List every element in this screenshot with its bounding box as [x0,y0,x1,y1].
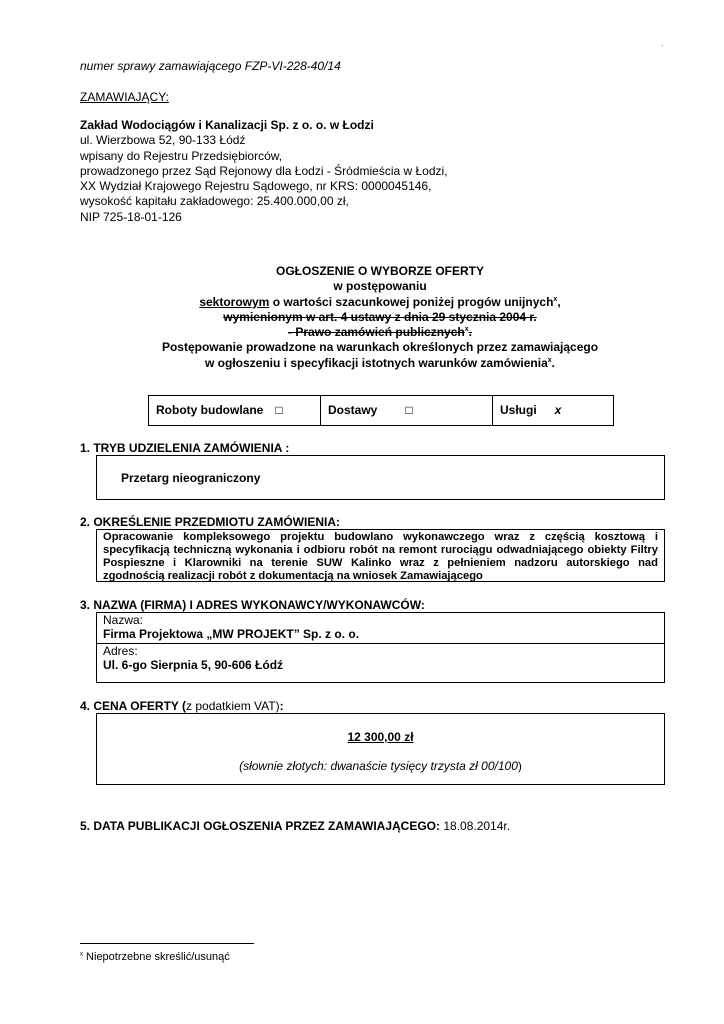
ordering-party-label: ZAMAWIAJĄCY: [80,90,169,104]
contractor-address-label: Adres: [103,644,138,658]
checkbox-x-icon: x [554,403,562,417]
title-line-7: w ogłoszeniu i specyfikacji istotnych warunków zamówienia$^x$. [205,355,555,370]
section-4-heading-normal: z podatkiem VAT) [186,699,280,713]
checkbox-empty-icon: □ [405,403,413,417]
order-type-supplies[interactable] [321,396,493,426]
contractor-box [96,612,665,683]
title-line-6: Postępowanie prowadzone na warunkach określonych przez zamawiającego [161,340,599,355]
title-line-2: w postępowaniu [333,279,427,294]
order-type-works[interactable] [149,396,321,426]
procedure-value: Przetarg nieograniczony [121,471,261,485]
subject-box: Opracowanie kompleksowego projektu budowlano wykonawczego wraz z częścią kosztową i specyfikacją techniczną wykonania i odbioru robót na remont rurociągu odwadniającego obiekty Filtry Pospieszne i Klarowniki na terenie SUW Kalinko wraz z pełnieniem nadzoru autorskiego nad zgodnością realizacji robót z dokumentacją na wniosek Zamawiającego [96,529,665,582]
order-type-services[interactable] [493,396,614,426]
address-line: wysokość kapitału zakładowego: 25.400.000,00 zł, [80,194,349,209]
title-line-3: sektorowym o wartości szacunkowej poniżej progów unijnych$^x$, [199,294,561,309]
contractor-name-value: Firma Projektowa „MW PROJEKT” Sp. z o. o. [103,627,360,641]
section-1-heading: 1. TRYB UDZIELENIA ZAMÓWIENIA : [80,441,290,455]
order-type-label: Usługi [500,403,537,417]
section-5-heading [80,819,510,834]
footnote-divider [80,943,254,944]
footnote-text: Niepotrzebne skreślić/usunąć [83,951,230,963]
footnote [80,950,230,965]
address-line: ul. Wierzbowa 52, 90-133 Łódź [80,133,246,148]
checkbox-empty-icon: □ [275,403,283,417]
section-2-heading: 2. OKREŚLENIE PRZEDMIOTU ZAMÓWIENIA: [80,515,341,529]
footnote-mark: x [464,326,469,334]
case-number: numer sprawy zamawiającego FZP-VI-228-40/14 [80,59,341,73]
procedure-box [96,455,665,500]
ordering-party-block [80,118,448,225]
section-4-heading-end: : [279,699,284,713]
address-line: NIP 725-18-01-126 [80,209,182,224]
section-4-heading [80,699,284,714]
order-type-label: Roboty budowlane [156,403,264,417]
title-line-4-struck: wymienionym w art. 4 ustawy z dnia 29 stycznia 2004 r. [223,309,537,324]
contractor-address-row [97,644,664,682]
contractor-name-row [97,613,664,644]
footnote-mark: x [553,295,558,303]
price-words-end: ) [517,759,522,773]
address-line: prowadzonego przez Sąd Rejonowy dla Łodzi - Śródmieścia w Łodzi, [80,163,448,178]
price-in-words [97,759,664,774]
title-line-5-tail: . [468,325,472,340]
publication-date: 18.08.2014r. [440,819,511,833]
price-words-text: (słownie złotych: dwanaście tysięcy trzysta zł 00/100 [239,759,518,773]
order-type-label: Dostawy [328,403,378,417]
contractor-address-value: Ul. 6-go Sierpnia 5, 90-606 Łódź [103,658,284,672]
corner-mark: . [661,38,664,48]
section-4-heading-bold: 4. CENA OFERTY ( [80,699,187,713]
price-box [96,713,665,785]
title-line-7-text: w ogłoszeniu i specyfikacji istotnych warunków zamówienia [205,355,548,370]
section-5-heading-text: 5. DATA PUBLIKACJI OGŁOSZENIA PRZEZ ZAMAWIAJĄCEGO: [80,819,441,833]
title-line-5 [150,325,610,340]
ordering-party-name: Zakład Wodociągów i Kanalizacji Sp. z o. o. w Łodzi [80,118,374,132]
title-line-5-struck: - Prawo zamówień publicznych [288,325,465,340]
contractor-name-label: Nazwa: [103,613,144,627]
sector-word: sektorowym [199,294,270,309]
order-type-table [148,395,614,426]
footnote-mark: x [80,951,83,958]
title-line-3-rest: o wartości szacunkowej poniżej progów unijnych [269,294,554,309]
title-line-1: OGŁOSZENIE O WYBORZE OFERTY [275,264,484,278]
footnote-mark: x [547,356,552,364]
address-line: wpisany do Rejestru Przedsiębiorców, [80,148,283,163]
address-line: XX Wydział Krajowego Rejestru Sądowego, nr KRS: 0000045146, [80,179,432,194]
offer-price: 12 300,00 zł [347,730,414,744]
notice-title [150,264,610,371]
section-3-heading: 3. NAZWA (FIRMA) I ADRES WYKONAWCY/WYKONAWCÓW: [80,598,425,612]
